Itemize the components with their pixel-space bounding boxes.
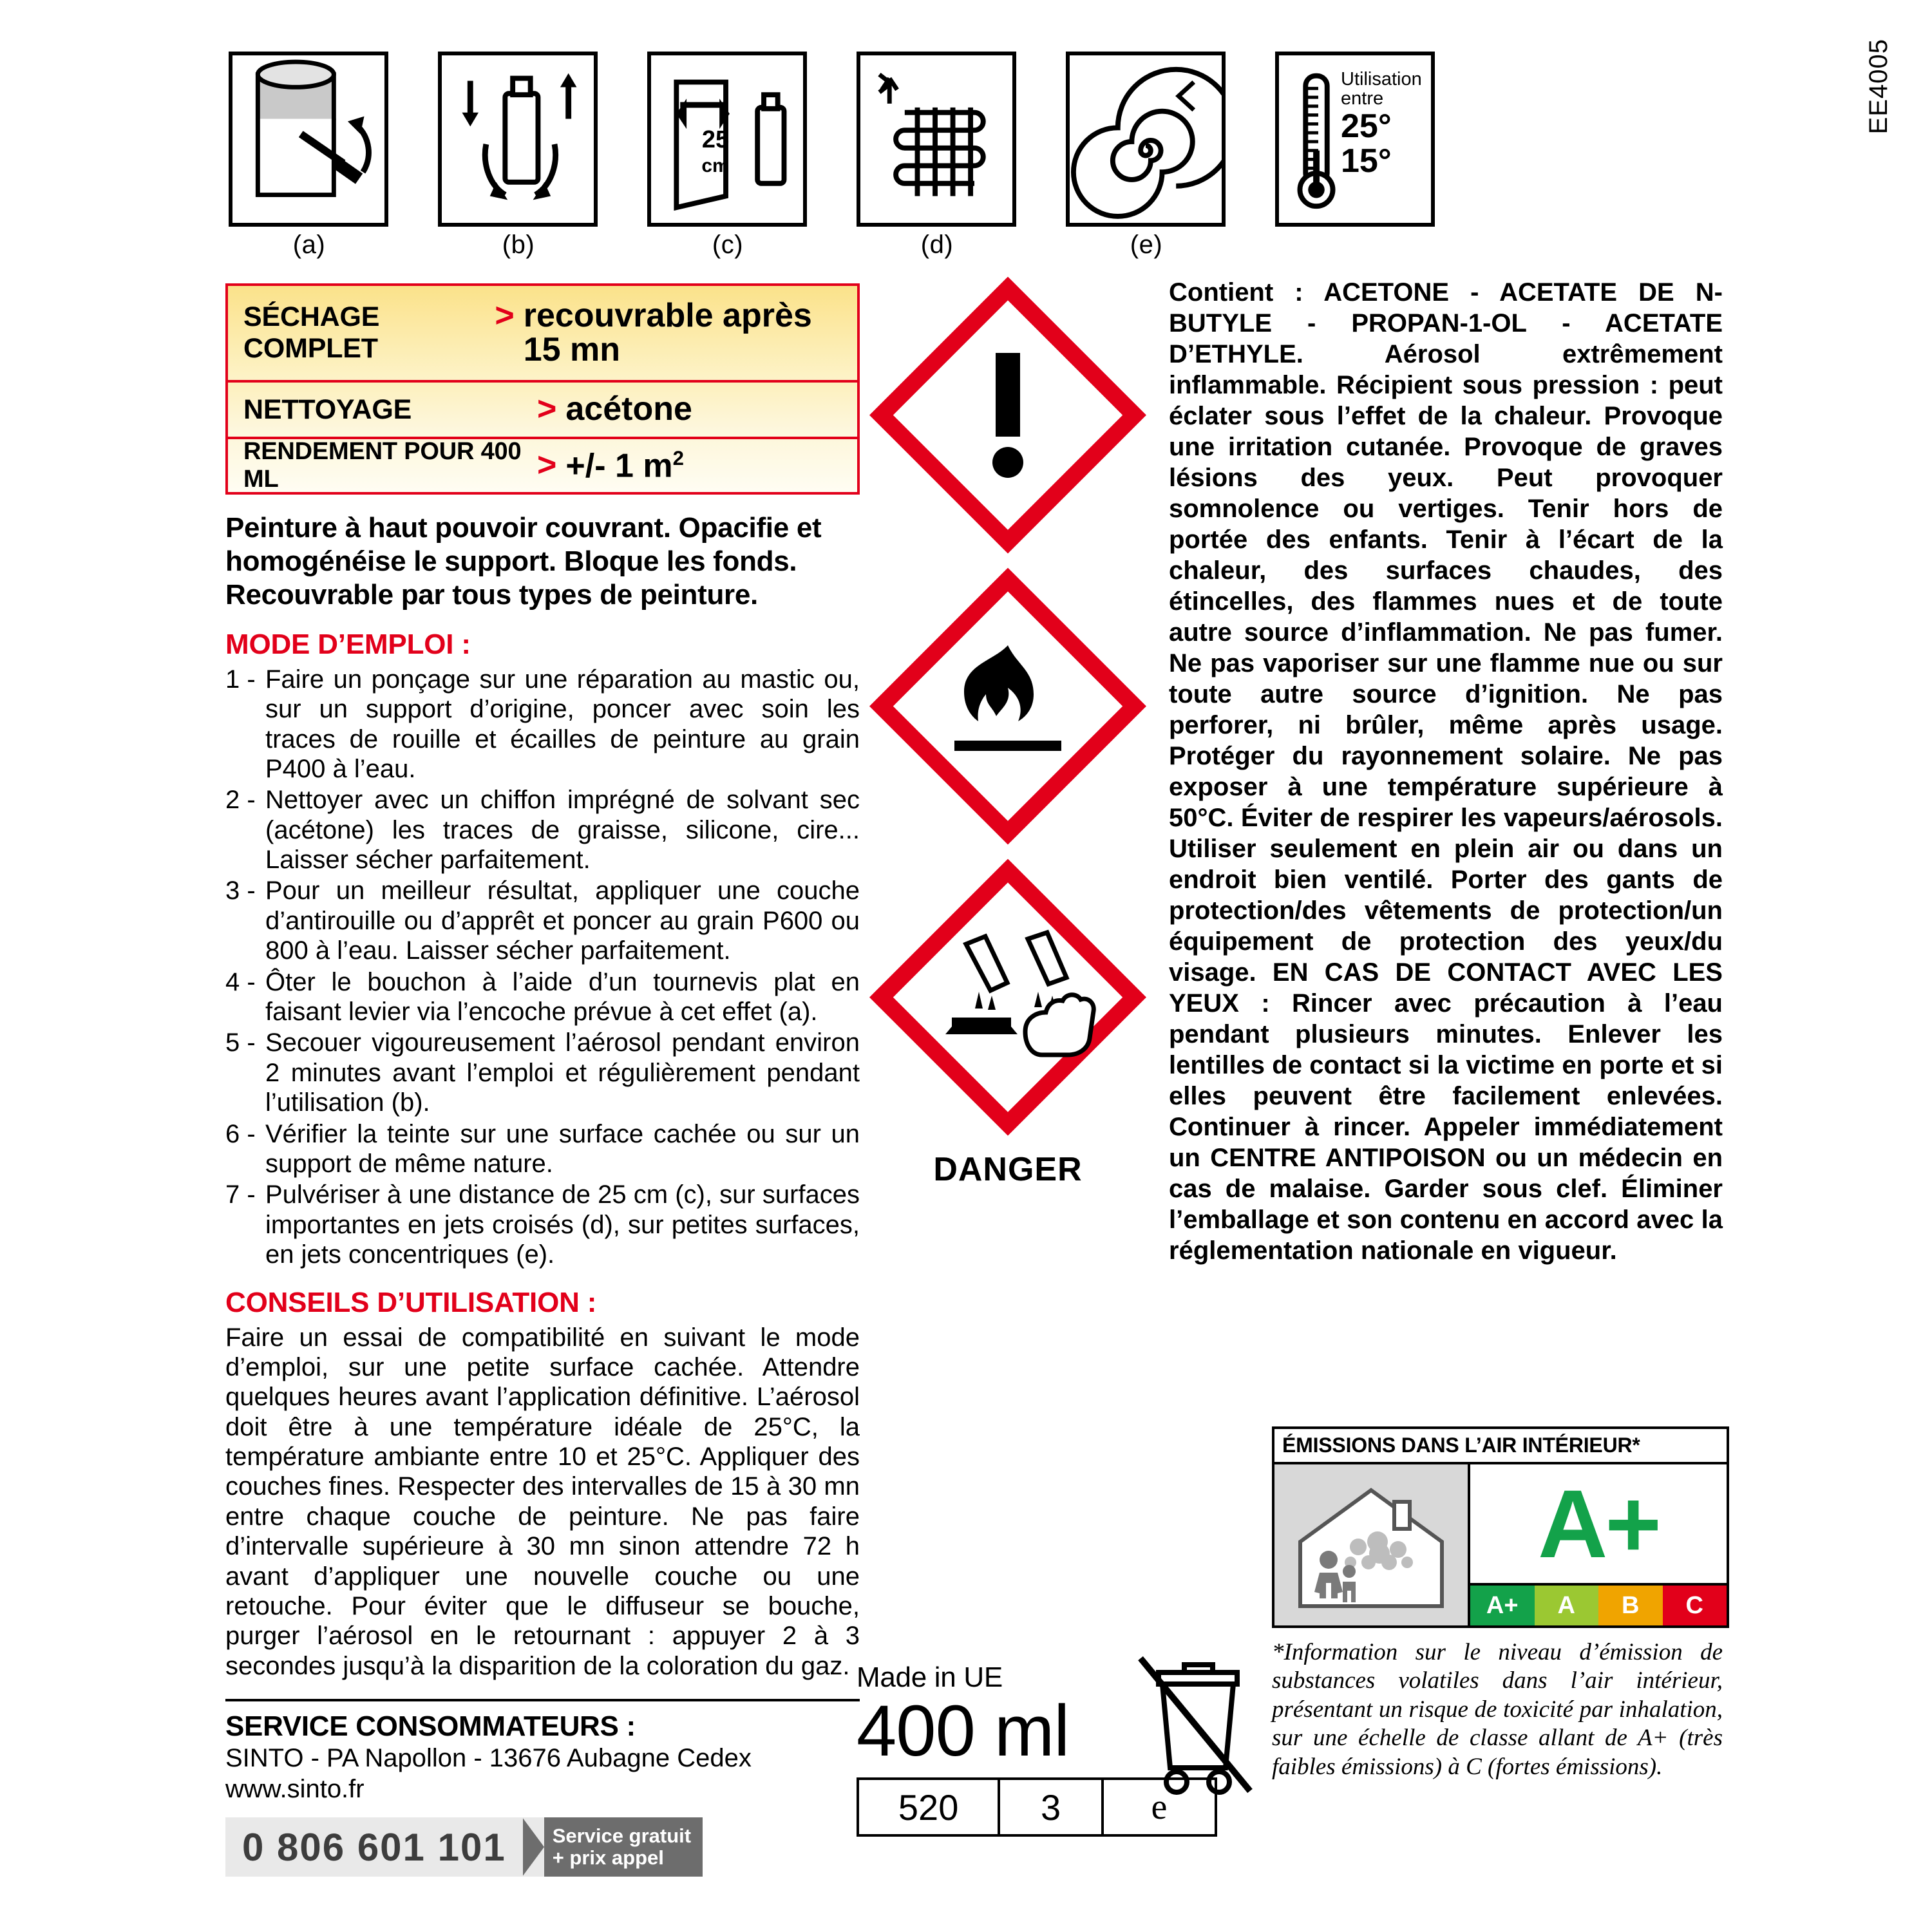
step-text: Nettoyer avec un chiffon imprégné de solvant sec (acétone) les traces de graisse, silicone, cire... Laisser sécher parfaitement. xyxy=(265,786,860,875)
emissions-title: ÉMISSIONS DANS L’AIR INTÉRIEUR* xyxy=(1274,1429,1727,1464)
service-title: SERVICE CONSOMMATEURS : xyxy=(225,1710,636,1743)
temperature-line-2: entre xyxy=(1341,88,1384,109)
shake-aerosol-icon xyxy=(442,55,594,223)
step-number: 2 - xyxy=(225,786,256,815)
packaging-code-1: 520 xyxy=(859,1780,1000,1834)
emissions-scale-b: B xyxy=(1598,1586,1663,1625)
spec-label-yield: RENDEMENT POUR 400 ML xyxy=(243,438,522,493)
pictogram-e-caption: (e) xyxy=(1130,231,1163,259)
spec-value-yield-exponent: 2 xyxy=(672,446,684,469)
pictogram-a-caption: (a) xyxy=(292,231,326,259)
product-code: EE4005 xyxy=(1864,39,1893,135)
step-number: 6 - xyxy=(225,1119,256,1148)
step-text: Faire un ponçage sur une réparation au mastic ou, sur un support d’origine, poncer avec soin les traces de rouille et écailles de peinture au grain P400 à l’eau. xyxy=(265,665,860,783)
emissions-note: *Information sur le niveau d’émission de substances volatiles dans l’air intérieur, présentant un risque de toxicité par inhalation, sur une échelle de classe allant de A+ (très faibles émissions) à C (fortes émissions). xyxy=(1272,1639,1723,1780)
service-phone-note xyxy=(523,1817,703,1877)
service-phone-number[interactable]: 0 806 601 101 xyxy=(225,1817,523,1877)
spec-row-drying xyxy=(228,286,857,383)
pictogram-d xyxy=(857,52,1018,259)
ghs-flame xyxy=(869,568,1146,845)
list-item xyxy=(225,876,860,965)
service-phone-banner[interactable] xyxy=(225,1817,805,1877)
ghs-pictogram-column xyxy=(857,277,1159,1189)
pictogram-a xyxy=(229,52,390,259)
pictogram-b-caption: (b) xyxy=(502,231,535,259)
spec-label-drying: SÉCHAGE COMPLET xyxy=(243,301,380,364)
pictogram-c-label-top: 25 xyxy=(701,126,730,153)
step-text: Ôter le bouchon à l’aide d’un tournevis plat en faisant levier via l’encoche prévue à cet effet (a). xyxy=(265,967,860,1027)
packaging-code-2: 3 xyxy=(1000,1780,1104,1834)
service-phone-note-line1: Service gratuit xyxy=(552,1824,692,1848)
mode-emploi-steps xyxy=(225,665,860,1270)
volume-label: 400 ml xyxy=(857,1690,1070,1771)
conseils-title: CONSEILS D’UTILISATION : xyxy=(225,1286,597,1318)
spec-row-cleaning xyxy=(228,383,857,439)
emissions-grade: A+ xyxy=(1538,1470,1659,1578)
pictogram-e xyxy=(1066,52,1227,259)
indoor-emissions-label xyxy=(1272,1426,1729,1781)
step-text: Secouer vigoureusement l’aérosol pendant environ 2 minutes avant l’emploi et régulièrement pendant l’utilisation (b). xyxy=(265,1028,860,1117)
emissions-scale-ap: A+ xyxy=(1470,1586,1535,1625)
temperature-line-4: 15° xyxy=(1341,142,1392,180)
emissions-house-panel xyxy=(1274,1464,1470,1625)
step-text: Pulvériser à une distance de 25 cm (c), sur surfaces importantes en jets croisés (d), sur petites surfaces, en jets concentriques (e). xyxy=(265,1180,860,1269)
crossed-out-wheelie-bin-icon xyxy=(1117,1639,1265,1800)
service-phone-note-line2: + prix appel xyxy=(552,1846,664,1870)
conseils-text: Faire un essai de compatibilité en suivant le mode d’emploi, sur une petite surface cachée. Attendre quelques heures avant l’application définitive. L’aérosol doit être à une température idéale de 25°C, la température ambiante entre 10 et 25°C. Appliquer des couches fines. Respecter des intervalles de 15 à 30 mn entre chaque couche de peinture. Ne pas faire d’intervalle supérieure à 30 mn sinon attendre 72 h avant d’appliquer une nouvelle couche ou une retouche. Pour éviter que le diffuseur se bouche, purger l’aérosol en le retournant : appuyer 2 à 3 secondes jusqu’à la disparition de la coloration du gaz. xyxy=(225,1323,860,1680)
ghs-exclamation xyxy=(869,277,1146,554)
pictogram-c xyxy=(647,52,808,259)
pictogram-b xyxy=(438,52,599,259)
pictogram-temperature xyxy=(1275,52,1436,229)
list-item xyxy=(225,967,860,1027)
list-item xyxy=(225,665,860,784)
made-in-label: Made in UE xyxy=(857,1662,1003,1693)
step-number: 5 - xyxy=(225,1028,256,1057)
spec-gt-cleaning: > xyxy=(537,390,557,428)
emissions-scale-c: C xyxy=(1663,1586,1727,1625)
spec-value-yield: +/- 1 m xyxy=(565,447,673,485)
hazard-statements: Contient : ACETONE - ACETATE DE N-BUTYLE - PROPAN-1-OL - ACETATE D’ETHYLE. Aérosol extrêmement inflammable. Récipient sous pression : peut éclater sous l’effet de la chaleur. Provoque une irritation cutanée. Provoque de graves lésions des yeux. Peut provoquer somnolence ou vertiges. Tenir hors de portée des enfants. Tenir à l’écart de la chaleur, des surfaces chaudes, des étincelles, des flammes nues et de toute autre source d’inflammation. Ne pas fumer. Ne pas vaporiser sur une flamme nue ou sur toute autre source d’ignition. Ne pas perforer, ni brûler, même après usage. Protéger du rayonnement solaire. Ne pas exposer à une température supérieure à 50°C. Éviter de respirer les vapeurs/aérosols. Utiliser seulement en plein air ou dans un endroit bien ventilé. Porter des gants de protection/des vêtements de protection/un équipement de protection des yeux/du visage. EN CAS DE CONTACT AVEC LES YEUX : Rincer avec précaution à l’eau pendant plusieurs minutes. Enlever les lentilles de contact si la victime en porte et si elles peuvent être facilement enlevées. Continuer à rincer. Appeler immédiatement un CENTRE ANTIPOISON ou un médecin en cas de malaise. Garder sous clef. Éliminer l’emballage et son contenu en accord avec la réglementation nationale en vigueur. xyxy=(1169,278,1723,1265)
house-emissions-icon xyxy=(1274,1464,1468,1625)
temperature-line-3: 25° xyxy=(1341,107,1392,145)
list-item xyxy=(225,785,860,875)
pictogram-c-label-bottom: cm xyxy=(701,155,730,176)
concentric-spray-icon xyxy=(1070,55,1222,223)
emissions-scale xyxy=(1470,1583,1727,1625)
list-item xyxy=(225,1119,860,1179)
spec-value-cleaning: acétone xyxy=(565,390,692,428)
spec-value-drying: recouvrable après 15 mn xyxy=(523,296,812,368)
mode-emploi-title: MODE D’EMPLOI : xyxy=(225,628,471,660)
pry-cap-screwdriver-icon xyxy=(232,55,384,223)
spec-label-cleaning: NETTOYAGE xyxy=(243,393,412,425)
intro-text: Peinture à haut pouvoir couvrant. Opacifie et homogénéise le support. Bloque les fonds. Recouvrable par tous types de peinture. xyxy=(225,512,822,611)
flame-icon xyxy=(869,568,1146,845)
step-number: 7 - xyxy=(225,1180,256,1209)
spec-gt-drying: > xyxy=(495,296,515,334)
cross-pass-spray-icon xyxy=(860,55,1012,223)
step-number: 3 - xyxy=(225,876,256,905)
step-number: 4 - xyxy=(225,967,256,996)
pictogram-row xyxy=(229,52,1645,264)
spec-gt-yield: > xyxy=(537,446,557,484)
step-number: 1 - xyxy=(225,665,256,694)
temperature-line-1: Utilisation xyxy=(1341,69,1422,90)
step-text: Vérifier la teinte sur une surface cachée ou sur un support de même nature. xyxy=(265,1119,860,1178)
ghs-corrosion xyxy=(869,859,1146,1136)
list-item xyxy=(225,1028,860,1117)
exclamation-mark-icon xyxy=(869,277,1146,554)
divider xyxy=(225,1699,860,1701)
spec-table xyxy=(225,283,860,495)
packaging-e-mark: e xyxy=(1151,1787,1168,1827)
corrosion-icon xyxy=(869,859,1146,1136)
spec-row-yield xyxy=(228,439,857,492)
emissions-scale-a: A xyxy=(1535,1586,1599,1625)
service-website[interactable]: www.sinto.fr xyxy=(225,1775,365,1804)
left-column xyxy=(225,283,860,1877)
pictogram-d-caption: (d) xyxy=(920,231,954,259)
list-item xyxy=(225,1180,860,1269)
pictogram-c-caption: (c) xyxy=(712,231,744,259)
wheelie-bin xyxy=(1117,1639,1265,1800)
service-address: SINTO - PA Napollon - 13676 Aubagne Cedex xyxy=(225,1744,752,1773)
signal-word: DANGER xyxy=(933,1151,1083,1188)
step-text: Pour un meilleur résultat, appliquer une couche d’antirouille ou d’apprêt et poncer au grain P600 ou 800 à l’eau. Laisser sécher parfaitement. xyxy=(265,876,860,965)
